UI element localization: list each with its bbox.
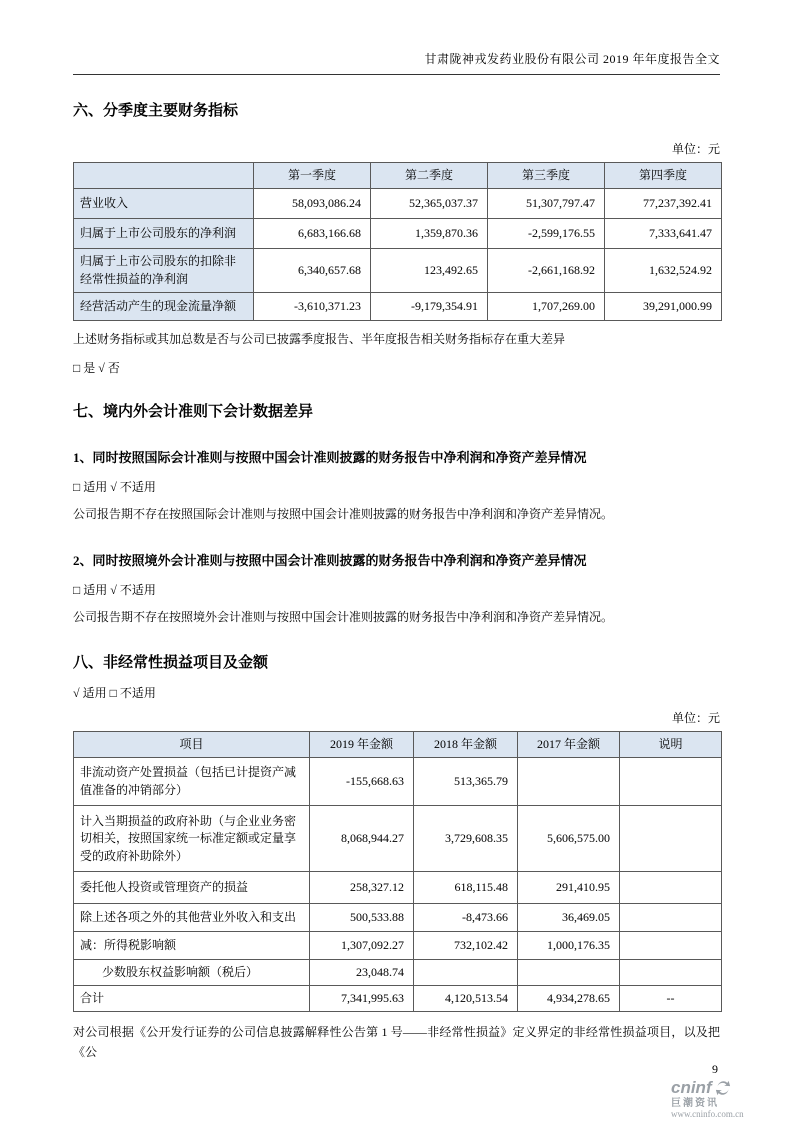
header-cell-remark: 说明	[620, 732, 722, 758]
subsection-title-international-standards: 1、同时按照国际会计准则与按照中国会计准则披露的财务报告中净利润和净资产差异情况	[73, 450, 587, 465]
value-cell: 1,359,870.36	[371, 219, 488, 249]
applicability-choice-nonrecurring: √ 适用 □ 不适用	[73, 686, 156, 701]
value-cell: 3,729,608.35	[414, 806, 518, 872]
row-label-cell: 少数股东权益影响额（税后）	[74, 960, 310, 986]
cninfo-logo-text: cninf	[671, 1078, 712, 1097]
value-cell	[414, 960, 518, 986]
applicability-choice-overseas: □ 适用 √ 不适用	[73, 583, 156, 598]
table-row	[74, 932, 722, 960]
value-cell: -2,599,176.55	[488, 219, 605, 249]
row-label-cell: 归属于上市公司股东的扣除非经常性损益的净利润	[74, 249, 254, 293]
table-row	[74, 249, 722, 293]
value-cell: -9,179,354.91	[371, 293, 488, 321]
remark-cell	[620, 872, 722, 904]
remark-cell	[620, 806, 722, 872]
unit-label-nonrecurring: 单位：元	[671, 711, 720, 726]
table-row	[74, 219, 722, 249]
value-cell: 1,632,524.92	[605, 249, 722, 293]
value-cell: 58,093,086.24	[254, 189, 371, 219]
value-cell: 7,333,641.47	[605, 219, 722, 249]
table-row	[74, 960, 722, 986]
quarterly-financials-table	[73, 162, 722, 321]
header-cell-q3: 第三季度	[488, 163, 605, 189]
row-label-cell: 委托他人投资或管理资产的损益	[74, 872, 310, 904]
table-row-total	[74, 986, 722, 1012]
value-cell: 500,533.88	[310, 904, 414, 932]
row-label-cell: 营业收入	[74, 189, 254, 219]
header-cell-2019: 2019 年金额	[310, 732, 414, 758]
row-label-cell: 合计	[74, 986, 310, 1012]
yes-no-choice: □ 是 √ 否	[73, 361, 120, 375]
value-cell: -155,668.63	[310, 758, 414, 806]
value-cell: 4,120,513.54	[414, 986, 518, 1012]
table-row	[74, 904, 722, 932]
value-cell: 7,341,995.63	[310, 986, 414, 1012]
value-cell: 52,365,037.37	[371, 189, 488, 219]
cninfo-url: www.cninfo.com.cn	[671, 1109, 744, 1120]
remark-cell	[620, 960, 722, 986]
value-cell: 36,469.05	[518, 904, 620, 932]
header-cell-2018: 2018 年金额	[414, 732, 518, 758]
value-cell: -8,473.66	[414, 904, 518, 932]
remark-cell	[620, 758, 722, 806]
value-cell: 6,340,657.68	[254, 249, 371, 293]
applicability-choice-international: □ 适用 √ 不适用	[73, 480, 156, 494]
value-cell: 513,365.79	[414, 758, 518, 806]
section-title-accounting-differences: 七、境内外会计准则下会计数据差异	[73, 404, 314, 420]
value-cell: 4,934,278.65	[518, 986, 620, 1012]
value-cell: 1,307,092.27	[310, 932, 414, 960]
row-label-cell: 除上述各项之外的其他营业外收入和支出	[74, 904, 310, 932]
value-cell: 5,606,575.00	[518, 806, 620, 872]
header-cell-q2: 第二季度	[371, 163, 488, 189]
value-cell: 618,115.48	[414, 872, 518, 904]
remark-cell: --	[620, 986, 722, 1012]
table-row	[74, 293, 722, 321]
value-cell: 39,291,000.99	[605, 293, 722, 321]
subsection-title-overseas-standards: 2、同时按照境外会计准则与按照中国会计准则披露的财务报告中净利润和净资产差异情况	[73, 553, 587, 569]
section-title-quarterly-indicators: 六、分季度主要财务指标	[73, 103, 239, 119]
value-cell: 77,237,392.41	[605, 189, 722, 219]
value-cell	[518, 960, 620, 986]
nonrecurring-items-table	[73, 731, 722, 1012]
value-cell: 8,068,944.27	[310, 806, 414, 872]
table-header-row	[74, 732, 722, 758]
paragraph-international-standards: 公司报告期不存在按照国际会计准则与按照中国会计准则披露的财务报告中净利润和净资产差异情况。	[73, 507, 614, 521]
remark-cell	[620, 932, 722, 960]
value-cell	[518, 758, 620, 806]
section-title-nonrecurring-items: 八、非经常性损益项目及金额	[73, 655, 269, 672]
value-cell: 1,000,176.35	[518, 932, 620, 960]
cninfo-logo	[671, 1078, 771, 1119]
value-cell: 258,327.12	[310, 872, 414, 904]
header-cell-blank	[74, 163, 254, 189]
value-cell: 23,048.74	[310, 960, 414, 986]
header-cell-q4: 第四季度	[605, 163, 722, 189]
value-cell: -2,661,168.92	[488, 249, 605, 293]
page-number: 9	[712, 1062, 718, 1076]
unit-label-quarterly: 单位：元	[671, 142, 720, 156]
quarterly-difference-note: 上述财务指标或其加总数是否与公司已披露季度报告、半年度报告相关财务指标存在重大差异	[73, 332, 566, 346]
row-label-cell: 经营活动产生的现金流量净额	[74, 293, 254, 321]
value-cell: -3,610,371.23	[254, 293, 371, 321]
table-row	[74, 758, 722, 806]
value-cell: 6,683,166.68	[254, 219, 371, 249]
cninfo-brand-name: 巨潮资讯	[671, 1097, 719, 1109]
header-cell-q1: 第一季度	[254, 163, 371, 189]
remark-cell	[620, 904, 722, 932]
table-row	[74, 189, 722, 219]
paragraph-overseas-standards: 公司报告期不存在按照境外会计准则与按照中国会计准则披露的财务报告中净利润和净资产差异情况。	[73, 610, 614, 625]
value-cell: 51,307,797.47	[488, 189, 605, 219]
row-label-cell: 非流动资产处置损益（包括已计提资产减值准备的冲销部分）	[74, 758, 310, 806]
document-header: 甘肃陇神戎发药业股份有限公司 2019 年年度报告全文	[73, 50, 720, 75]
value-cell: 123,492.65	[371, 249, 488, 293]
row-label-cell: 计入当期损益的政府补助（与企业业务密切相关，按照国家统一标准定额或定量享受的政府补助除外）	[74, 806, 310, 872]
value-cell: 732,102.42	[414, 932, 518, 960]
cninfo-swirl-icon	[714, 1079, 732, 1097]
table-row	[74, 806, 722, 872]
header-cell-2017: 2017 年金额	[518, 732, 620, 758]
table-row	[74, 872, 722, 904]
nonrecurring-definition-footnote: 对公司根据《公开发行证券的公司信息披露解释性公告第 1 号——非经常性损益》定义界定的非经常性损益项目，以及把《公	[73, 1025, 720, 1059]
row-label-cell: 归属于上市公司股东的净利润	[74, 219, 254, 249]
value-cell: 1,707,269.00	[488, 293, 605, 321]
value-cell: 291,410.95	[518, 872, 620, 904]
header-cell-item: 项目	[74, 732, 310, 758]
table-header-row	[74, 163, 722, 189]
row-label-cell: 减：所得税影响额	[74, 932, 310, 960]
